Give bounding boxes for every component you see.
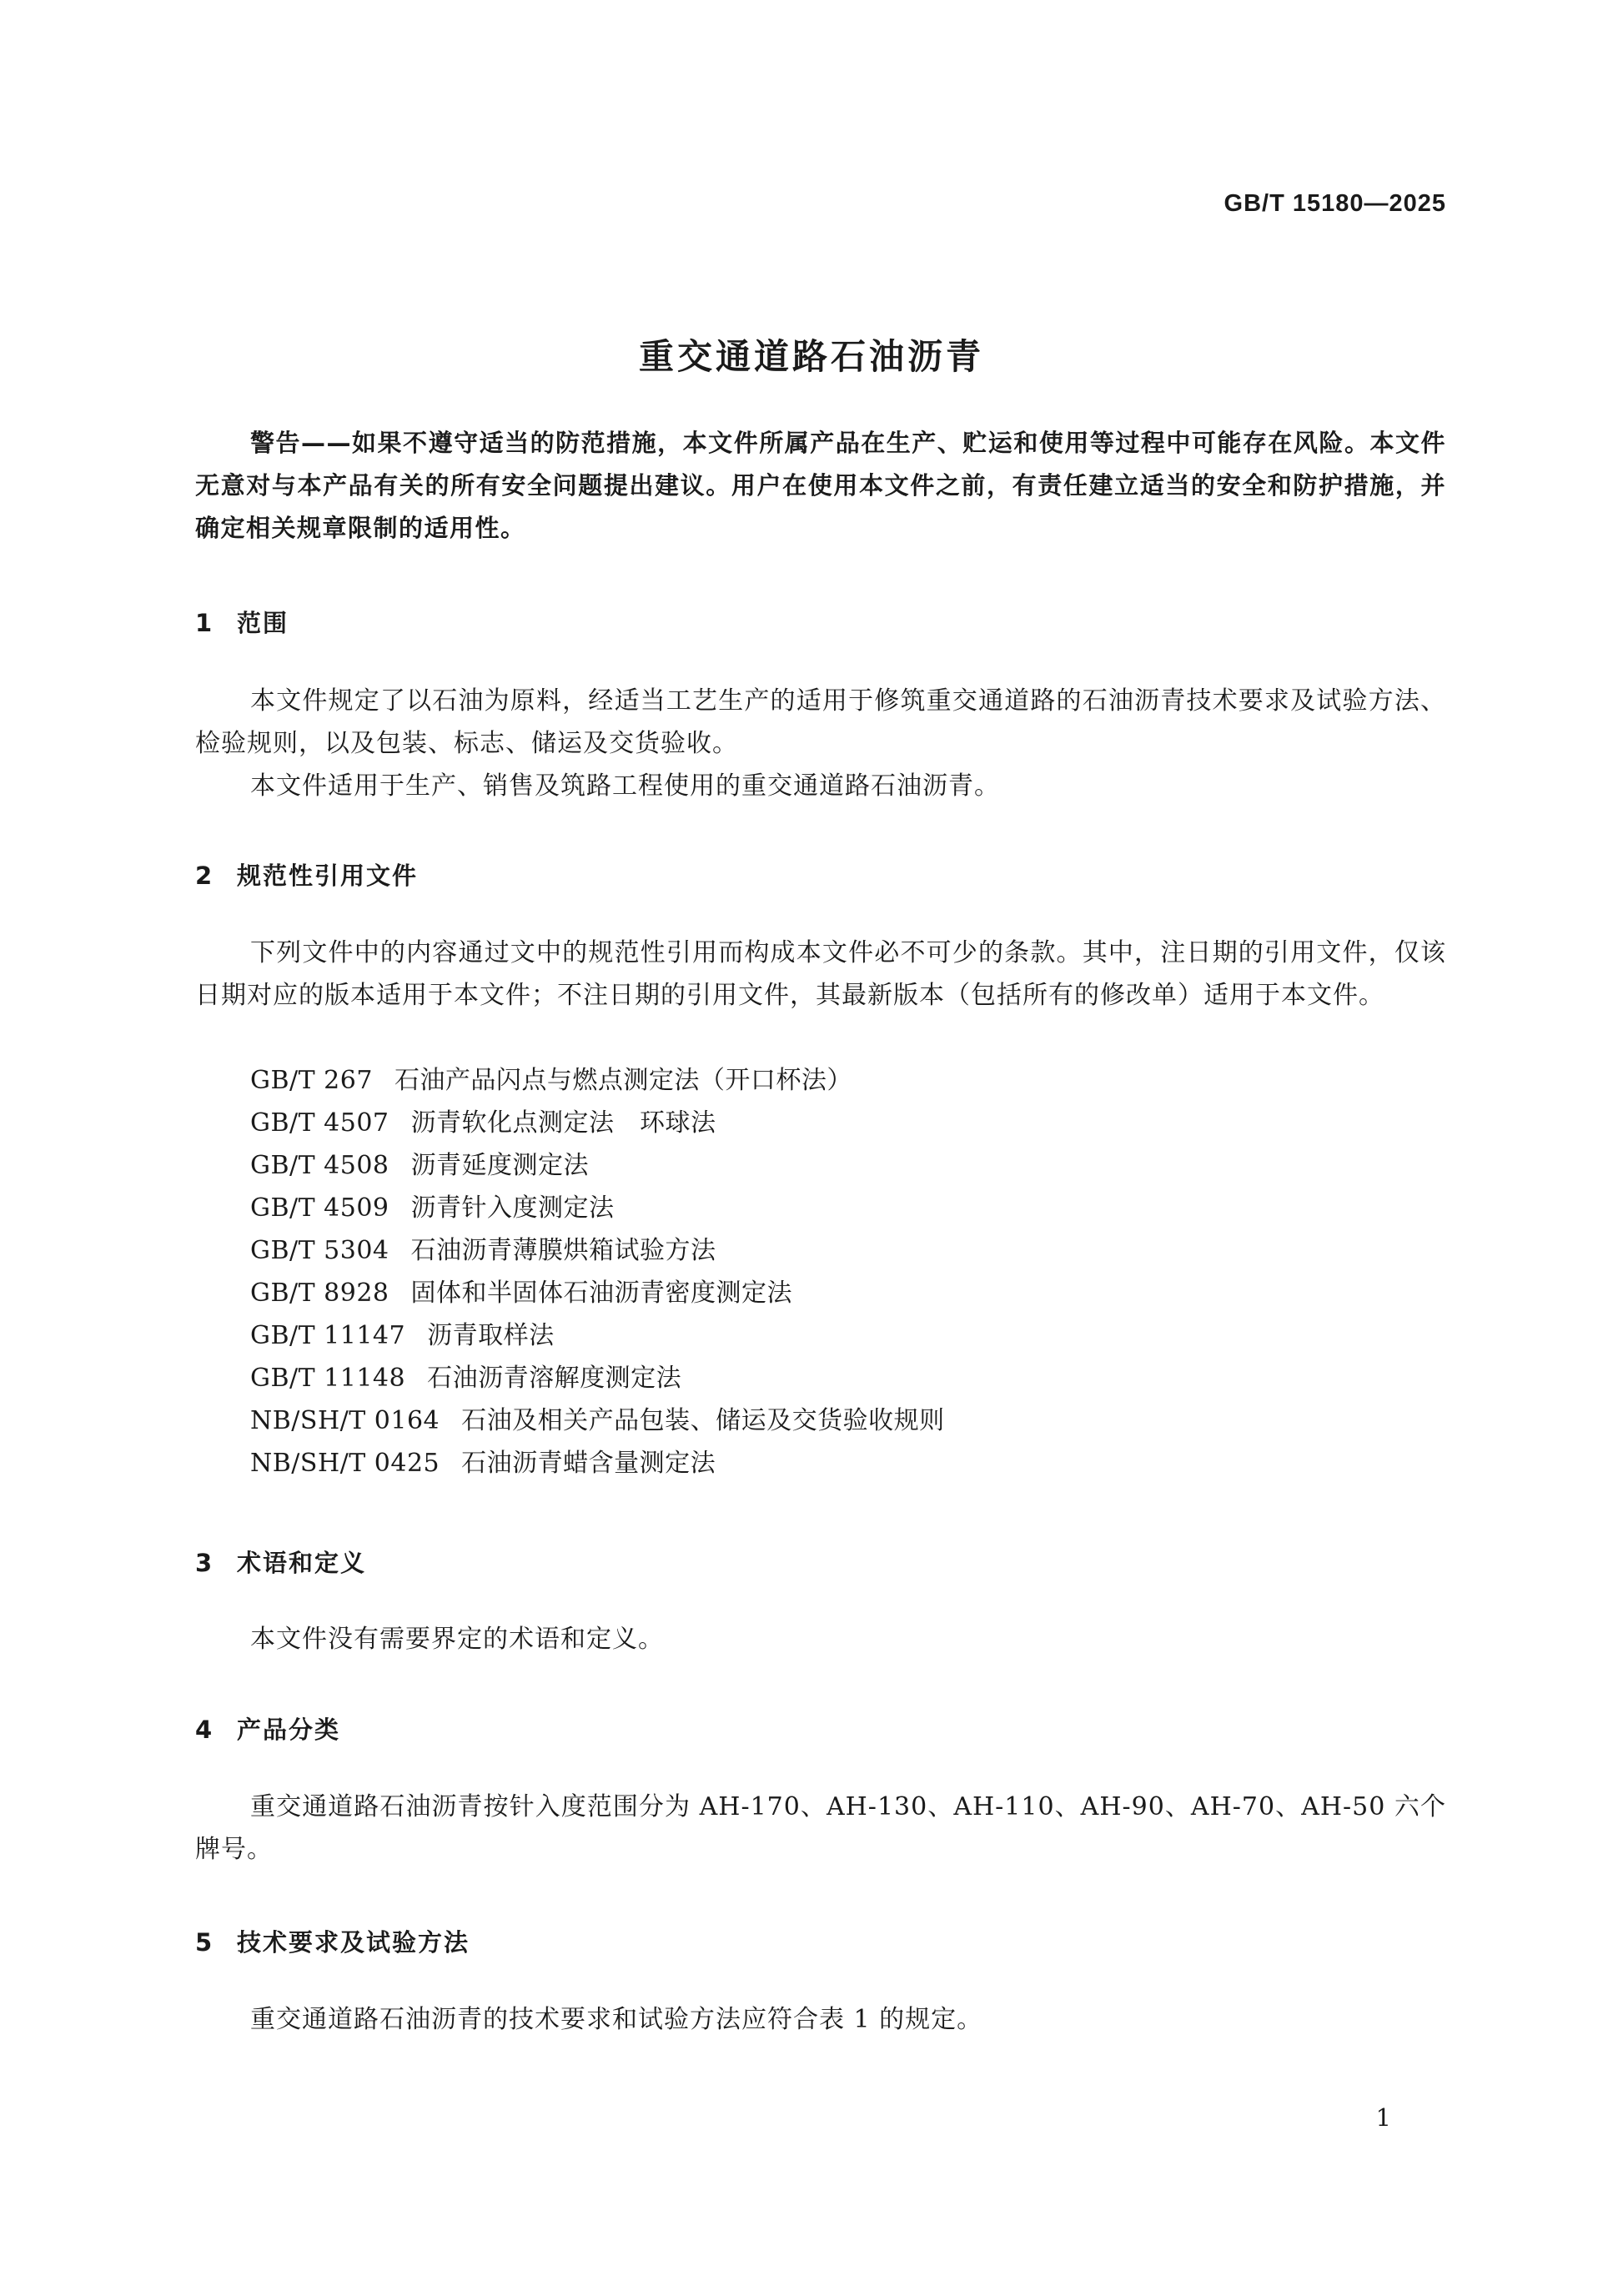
section-title: 范围 (237, 609, 289, 637)
section-number: 5 (195, 1928, 214, 1957)
reference-title: 石油沥青溶解度测定法 (427, 1364, 682, 1393)
normative-references-list (250, 1059, 945, 1485)
reference-title: 石油产品闪点与燃点测定法（开口杯法） (394, 1066, 852, 1095)
section-2-heading (195, 857, 418, 892)
document-title: 重交通道路石油沥青 (638, 336, 984, 377)
reference-code: GB/T 5304 (250, 1236, 389, 1265)
reference-title: 石油及相关产品包装、储运及交货验收规则 (461, 1406, 945, 1435)
section-title: 产品分类 (237, 1716, 341, 1744)
reference-title: 沥青延度测定法 (410, 1151, 590, 1180)
requirements-paragraph: 重交通道路石油沥青的技术要求和试验方法应符合表 1 的规定。 (250, 2005, 983, 2034)
section-3-heading (195, 1545, 366, 1579)
terms-paragraph: 本文件没有需要界定的术语和定义。 (250, 1625, 664, 1654)
section-title: 技术要求及试验方法 (237, 1928, 470, 1957)
reference-item (250, 1187, 945, 1229)
section-2-intro (195, 932, 1446, 1017)
classification-paragraph: 重交通道路石油沥青按针入度范围分为 AH-170、AH-130、AH-110、AH-90、AH-70、AH-50 六个牌号。 (195, 1792, 1446, 1864)
reference-code: GB/T 11148 (250, 1364, 406, 1393)
reference-code: GB/T 8928 (250, 1279, 389, 1308)
page-number: 1 (1375, 2103, 1391, 2132)
reference-item (250, 1144, 945, 1187)
reference-item (250, 1059, 945, 1102)
standard-code: GB/T 15180—2025 (1224, 190, 1446, 217)
reference-item (250, 1102, 945, 1144)
section-5-body (195, 1998, 1446, 2041)
reference-item (250, 1399, 945, 1442)
reference-item (250, 1357, 945, 1399)
section-4-body (195, 1786, 1446, 1871)
reference-title: 固体和半固体石油沥青密度测定法 (410, 1279, 793, 1308)
reference-title: 石油沥青薄膜烘箱试验方法 (410, 1236, 716, 1265)
section-1-heading (195, 605, 289, 639)
reference-title: 沥青取样法 (427, 1321, 555, 1350)
reference-title: 沥青针入度测定法 (410, 1193, 615, 1223)
section-number: 2 (195, 862, 214, 890)
scope-paragraph: 本文件规定了以石油为原料，经适当工艺生产的适用于修筑重交通道路的石油沥青技术要求及试验方法、检验规则，以及包装、标志、储运及交货验收。 (195, 686, 1446, 758)
section-3-body (195, 1618, 1446, 1660)
reference-code: NB/SH/T 0425 (250, 1449, 440, 1478)
references-intro-paragraph: 下列文件中的内容通过文中的规范性引用而构成本文件必不可少的条款。其中，注日期的引用文件，仅该日期对应的版本适用于本文件；不注日期的引用文件，其最新版本（包括所有的修改单）适用于本文件。 (195, 938, 1446, 1010)
section-1-body (195, 680, 1446, 807)
warning-paragraph: 警告——如果不遵守适当的防范措施，本文件所属产品在生产、贮运和使用等过程中可能存在风险。本文件无意对与本产品有关的所有安全问题提出建议。用户在使用本文件之前，有责任建立适当的安全和防护措施，并确定相关规章限制的适用性。 (195, 429, 1446, 542)
reference-item (250, 1272, 945, 1314)
reference-item (250, 1442, 945, 1485)
reference-code: GB/T 4508 (250, 1151, 389, 1180)
section-number: 4 (195, 1716, 214, 1744)
section-number: 1 (195, 609, 214, 637)
section-title: 术语和定义 (237, 1549, 367, 1577)
reference-item (250, 1229, 945, 1272)
scope-paragraph: 本文件适用于生产、销售及筑路工程使用的重交通道路石油沥青。 (250, 771, 1000, 801)
section-number: 3 (195, 1549, 214, 1577)
reference-title: 沥青软化点测定法 环球法 (410, 1108, 716, 1138)
reference-code: GB/T 267 (250, 1066, 373, 1095)
reference-code: GB/T 11147 (250, 1321, 406, 1350)
reference-code: GB/T 4507 (250, 1108, 389, 1138)
reference-title: 石油沥青蜡含量测定法 (461, 1449, 716, 1478)
section-4-heading (195, 1711, 340, 1746)
section-title: 规范性引用文件 (237, 862, 419, 890)
reference-code: GB/T 4509 (250, 1193, 389, 1223)
reference-item (250, 1314, 945, 1357)
reference-code: NB/SH/T 0164 (250, 1406, 440, 1435)
section-5-heading (195, 1924, 470, 1958)
